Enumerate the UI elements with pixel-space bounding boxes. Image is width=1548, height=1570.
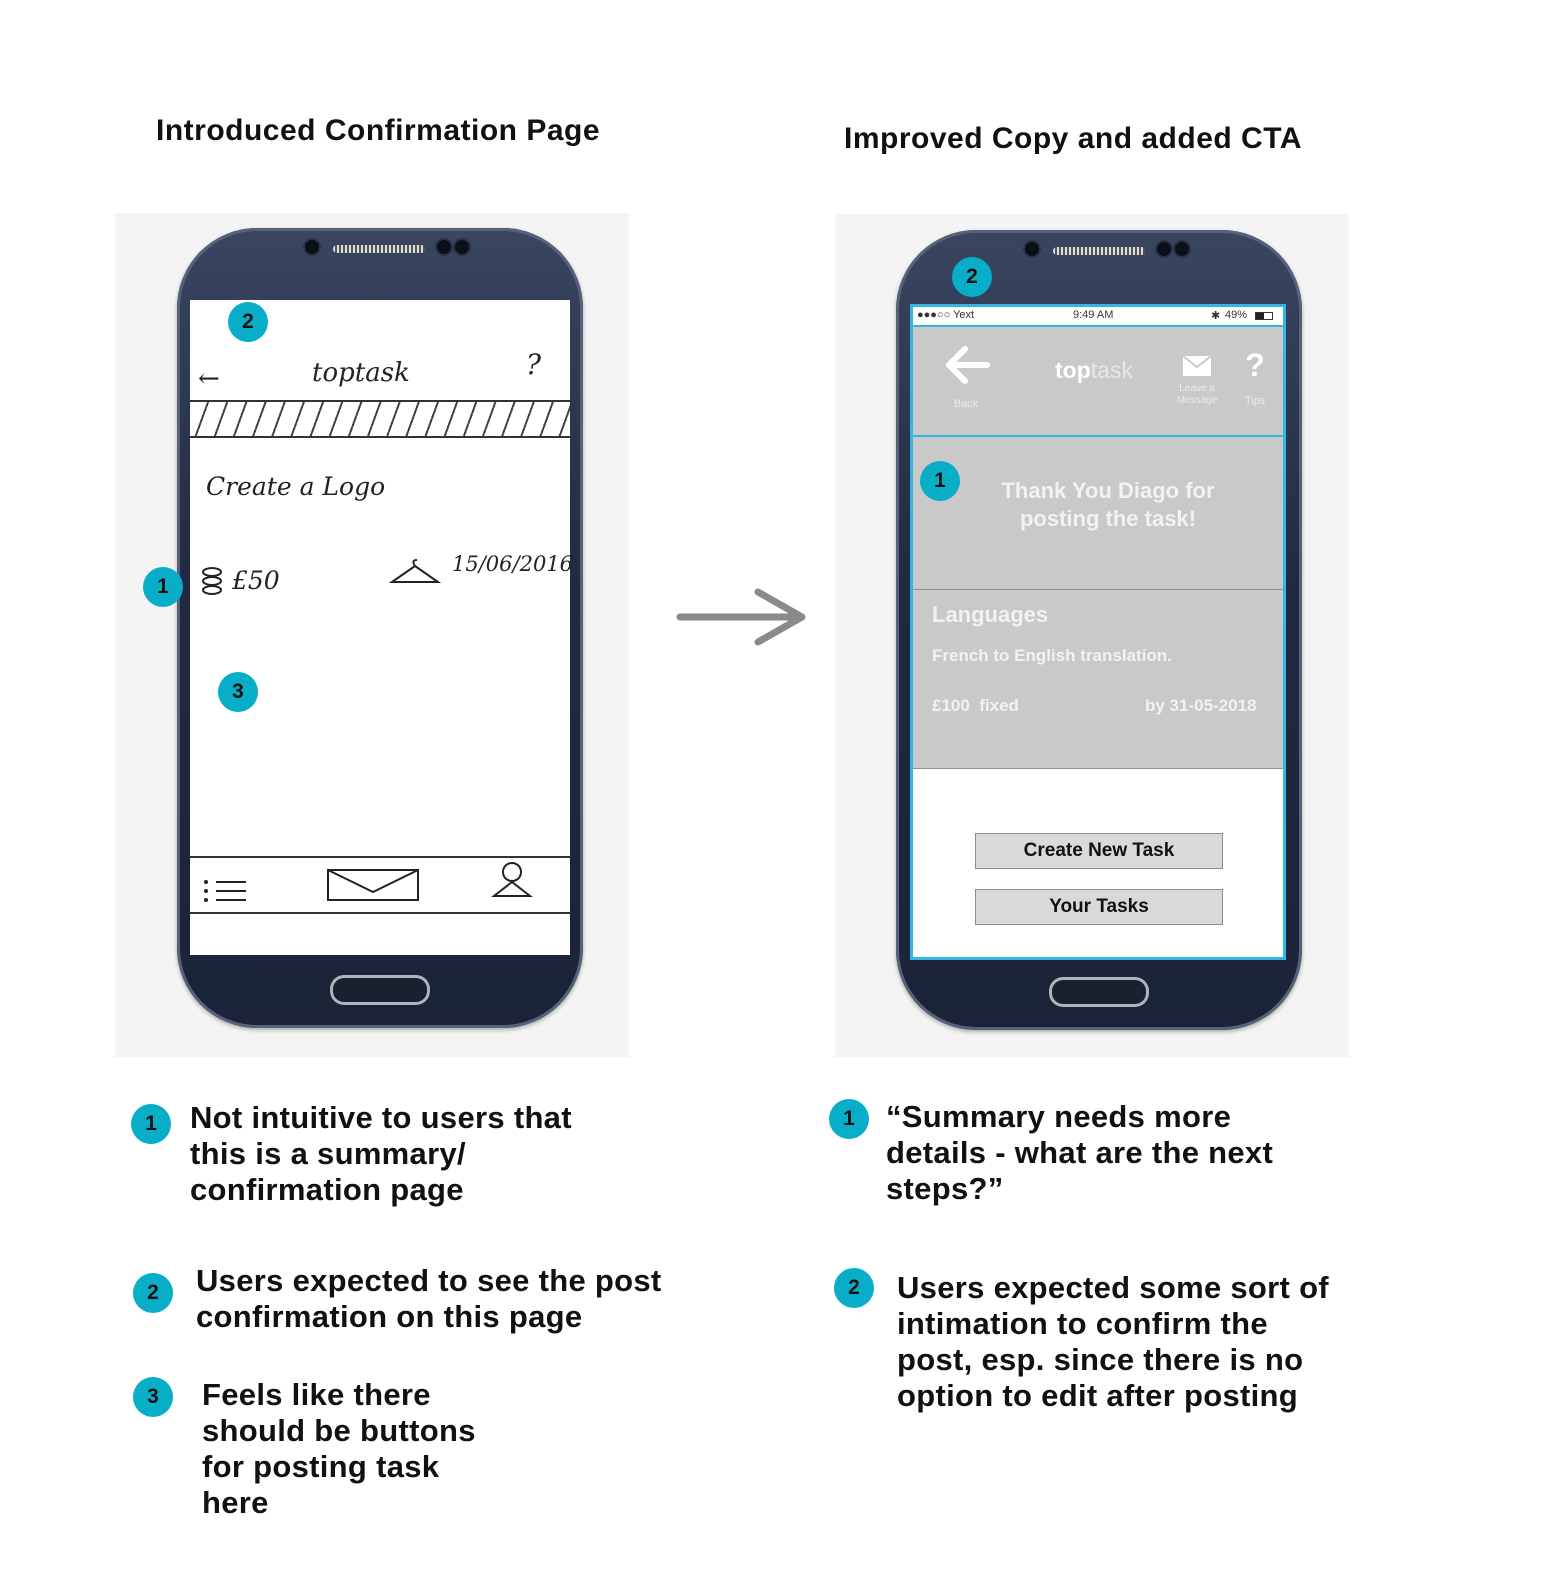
app-header [913, 327, 1283, 435]
right-note-1 [886, 1099, 1273, 1207]
task-deadline: by 31-05-2018 [1145, 696, 1257, 715]
app-brand-top: top [1055, 357, 1091, 383]
right-note-2-line: Users expected some sort of [897, 1270, 1329, 1305]
sketch-help-icon: ? [526, 348, 542, 381]
left-phone-sensor2-icon [455, 240, 469, 254]
envelope-icon [1182, 355, 1212, 377]
sketch-profile-icon [490, 860, 534, 900]
left-note-3 [202, 1377, 476, 1521]
right-badge-1: 1 [920, 461, 960, 501]
task-price: £100 fixed [932, 696, 1019, 715]
left-phone-sensor-icon [437, 240, 451, 254]
left-note-3-line: here [202, 1485, 269, 1520]
left-heading: Introduced Confirmation Page [156, 114, 601, 147]
left-note-3-line: should be buttons [202, 1413, 476, 1448]
sketch-price: £50 [232, 566, 280, 595]
right-phone-home-button [1049, 977, 1149, 1007]
left-phone-home-button [330, 975, 430, 1005]
tips-button[interactable] [1235, 347, 1275, 427]
thank-you-card [913, 437, 1283, 589]
question-mark-icon: ? [1245, 347, 1265, 383]
left-badge-1: 1 [143, 567, 183, 607]
sketch-date: 15/06/2016 [452, 552, 574, 576]
right-note-2-badge: 2 [834, 1268, 874, 1308]
app-brand-task: task [1090, 357, 1133, 383]
app-brand [1055, 357, 1133, 384]
left-note-3-badge: 3 [133, 1377, 173, 1417]
right-heading: Improved Copy and added CTA [844, 122, 1302, 155]
thank-you-message [953, 477, 1263, 533]
right-note-1-line: details - what are the next [886, 1135, 1274, 1170]
left-phone-speaker [333, 245, 425, 253]
right-note-1-line: “Summary needs more [886, 1099, 1232, 1134]
left-badge-3: 3 [218, 672, 258, 712]
mockup-screen [910, 304, 1286, 960]
right-phone-camera-icon [1025, 242, 1039, 256]
left-note-2-badge: 2 [133, 1273, 173, 1313]
back-button[interactable] [941, 345, 991, 425]
thank-you-line-1: Thank You Diago for [1001, 478, 1215, 503]
task-summary-card [913, 590, 1283, 768]
transition-arrow-icon [676, 586, 810, 648]
right-phone-speaker [1053, 247, 1145, 255]
thank-you-line-2: posting the task! [1019, 506, 1196, 531]
right-phone-sensor2-icon [1175, 242, 1189, 256]
left-note-2-line: Users expected to see the post [196, 1263, 662, 1298]
left-note-2-line: confirmation on this page [196, 1299, 583, 1334]
status-bluetooth-icon: ✱ [1211, 310, 1221, 322]
right-note-2-line: post, esp. since there is no [897, 1342, 1304, 1377]
left-note-3-line: Feels like there [202, 1377, 431, 1412]
left-note-1-badge: 1 [131, 1104, 171, 1144]
left-note-1-line: this is a summary/ [190, 1136, 466, 1171]
right-note-2-line: intimation to confirm the [897, 1306, 1268, 1341]
sketch-menu-icon [202, 876, 252, 906]
right-note-1-line: steps?” [886, 1171, 1004, 1206]
task-category: Languages [932, 602, 1049, 627]
status-carrier: ●●●○○ Yext [917, 309, 975, 321]
status-time: 9:49 AM [1073, 309, 1114, 321]
right-note-2 [897, 1270, 1329, 1414]
sketch-progress-hatch [190, 400, 570, 438]
right-phone-sensor-icon [1157, 242, 1171, 256]
sketch-deadline-icon [388, 558, 442, 588]
sketch-back-arrow-icon: ← [198, 364, 220, 394]
left-phone-camera-icon [305, 240, 319, 254]
back-label: Back [953, 398, 979, 410]
sketch-task-title: Create a Logo [206, 472, 386, 501]
task-description: French to English translation. [932, 646, 1172, 665]
sketch-mail-icon [326, 868, 420, 902]
right-note-2-line: option to edit after posting [897, 1378, 1299, 1413]
sketch-screen [190, 300, 574, 955]
tips-label: Tips [1244, 395, 1266, 407]
back-arrow-icon [941, 345, 991, 385]
sketch-coins-icon [200, 566, 224, 600]
leave-message-label-1: Leave a [1179, 383, 1215, 394]
left-badge-2: 2 [228, 302, 268, 342]
right-badge-2: 2 [952, 257, 992, 297]
left-note-1-line: Not intuitive to users that [190, 1100, 572, 1135]
your-tasks-button[interactable]: Your Tasks [975, 889, 1223, 925]
left-note-1-line: confirmation page [190, 1172, 464, 1207]
sketch-brand: toptask [312, 358, 410, 388]
left-note-2 [196, 1263, 662, 1335]
leave-message-label-2: Message [1176, 395, 1218, 406]
left-note-3-line: for posting task [202, 1449, 440, 1484]
summary-divider [913, 768, 1283, 769]
leave-message-button[interactable] [1167, 355, 1227, 435]
status-battery: 49% [1225, 309, 1248, 321]
right-note-1-badge: 1 [829, 1099, 869, 1139]
left-note-1 [190, 1100, 572, 1208]
status-battery-icon [1255, 312, 1273, 320]
create-new-task-button[interactable]: Create New Task [975, 833, 1223, 869]
